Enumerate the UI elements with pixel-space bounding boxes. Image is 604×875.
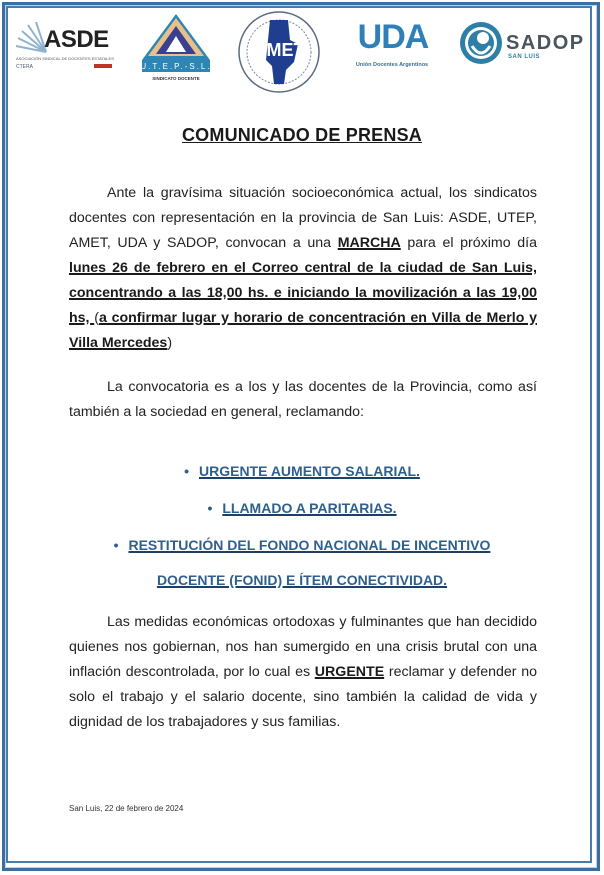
paragraph-call-text: La convocatoria es a los y las docentes de la Provincia, como así también a la sociedad en general, reclamando:: [69, 379, 537, 420]
paragraph-call: [69, 375, 537, 425]
paren-close: ): [167, 335, 173, 351]
document-title: COMUNICADO DE PRENSA: [181, 125, 422, 145]
asde-logo-fine: CTERA: [16, 64, 33, 70]
uda-logo: [340, 18, 444, 78]
demand-item: [0, 463, 604, 479]
paragraph-intro: Ante la gravísima situación socioeconómica actual, los sindicatos docentes con representación en la provincia de San Luis: ASDE, UTEP, AMET, UDA y SADOP, convocan a una: [69, 185, 537, 251]
asde-red-mark: [94, 64, 112, 68]
utep-logo-text: U.T.E.P.-S.L.: [140, 62, 212, 71]
uda-logo-subtitle: Unión Docentes Argentinos: [355, 62, 429, 68]
paragraph-crisis-after: reclamar y defender no solo el trabajo y el salario docente, sino también la calidad de vida y dignidad de los trabajadores y sus familias.: [69, 664, 537, 730]
sadop-logo-text: SADOP: [506, 32, 585, 54]
bullet-icon: •: [207, 500, 213, 516]
sadop-circle-icon: [458, 20, 504, 66]
amet-logo-text: AMET: [253, 40, 305, 60]
document-date: San Luis, 22 de febrero de 2024: [69, 804, 184, 813]
utep-logo-subtitle: SINDICATO DOCENTE: [152, 76, 200, 81]
asde-logo-text: ASDE: [44, 26, 109, 53]
sadop-logo: [458, 20, 598, 70]
confirm-note: a confirmar lugar y horario de concentración en Villa de Merlo y Villa Mercedes: [69, 310, 537, 351]
asde-logo-subtitle: ASOCIACIÓN SINDICAL DE DOCENTES ESTATALES: [16, 56, 114, 61]
paragraph-crisis-before: Las medidas económicas ortodoxas y fulminantes que han decidido quienes nos gobiernan, nos han sumergido en una crisis brutal con una inflación descontrolada, por lo cual es: [69, 614, 537, 680]
demand-item-continuation: [0, 572, 604, 588]
demand-text: DOCENTE (FONID) E ÍTEM CONECTIVIDAD.: [156, 572, 448, 588]
demand-item: [0, 500, 604, 516]
asde-rays-icon: [14, 22, 48, 56]
paren-open: (: [94, 310, 99, 326]
uda-logo-text: UDA: [357, 18, 429, 56]
utep-logo: [140, 12, 212, 88]
paragraph-crisis: [69, 610, 537, 735]
march-details: lunes 26 de febrero en el Correo central de la ciudad de San Luis, concentrando a las 18,00 hs. e iniciando la movilización a las 19,00 hs,: [69, 260, 537, 326]
amet-logo: [236, 10, 322, 94]
demand-text: RESTITUCIÓN DEL FONDO NACIONAL DE INCENTIVO: [128, 537, 491, 553]
paragraph-convocation: [69, 181, 537, 356]
urgente-emphasis: URGENTE: [314, 664, 385, 680]
bullet-icon: •: [184, 463, 189, 479]
bullet-icon: •: [113, 537, 119, 553]
logo-header: [0, 10, 604, 90]
demand-text: LLAMADO A PARITARIAS.: [222, 500, 397, 516]
marcha-emphasis: MARCHA: [337, 235, 401, 251]
asde-logo: [14, 18, 124, 78]
sadop-logo-subtitle: SAN LUIS: [508, 54, 541, 60]
paragraph-mid: para el próximo día: [400, 235, 537, 251]
demand-text: URGENTE AUMENTO SALARIAL.: [199, 463, 420, 479]
demand-item: [0, 537, 604, 553]
